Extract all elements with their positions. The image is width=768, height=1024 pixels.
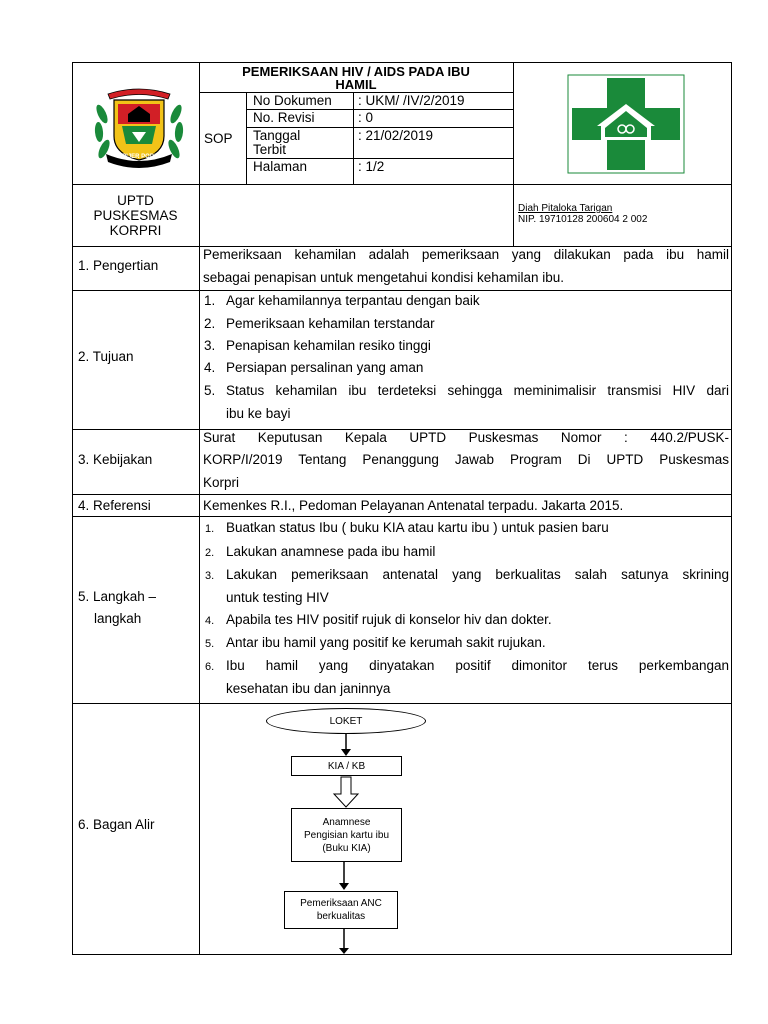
page-label: Halaman [253,159,308,174]
flow-node-label: LOKET [329,715,363,727]
signer-nip: NIP. 19710128 200604 2 002 [518,214,648,225]
flow-node-label: Pemeriksaan ANC [300,898,382,909]
list-item-number: 3. [205,570,215,582]
arrow-icon [336,928,352,955]
flow-node-anc [284,891,398,929]
unit-name: UPTD [117,193,154,208]
list-item: Lakukan pemeriksaan antenatal yang berkualitas salah satunya skrining [226,567,729,582]
referensi-text: Kemenkes R.I., Pedoman Pelayanan Antenatal terpadu. Jakarta 2015. [203,498,624,513]
list-item-number: 1. [205,523,215,535]
unit-name-line2: PUSKESMAS [93,208,178,223]
list-item-number: 5. [204,383,216,398]
list-item-continuation: kesehatan ibu dan janinnya [226,681,391,696]
document-title-line2: HAMIL [335,77,377,92]
list-item-number: 4. [204,360,216,375]
kebijakan-text-line2: KORP/I/2019 Tentang Penanggung Jawab Program Di UPTD Puskesmas [203,452,729,467]
puskesmas-logo [567,74,685,174]
list-item-number: 1. [204,293,216,308]
list-item-number: 4. [205,615,215,627]
list-item: Pemeriksaan kehamilan terstandar [226,316,435,331]
list-item: Persiapan persalinan yang aman [226,360,424,375]
section-label-bagan: 6. Bagan Alir [78,817,155,832]
list-item: Ibu hamil yang dinyatakan positif dimonitor terus perkembangan [226,658,729,673]
district-logo [92,84,186,168]
list-item: Agar kehamilannya terpantau dengan baik [226,293,480,308]
section-label-tujuan: 2. Tujuan [78,349,134,364]
list-item-number: 6. [205,661,215,673]
section-label-referensi: 4. Referensi [78,498,151,513]
list-item-number: 5. [205,638,215,650]
logo-motto: PIJER PODI [122,154,156,160]
issue-date-value: : 21/02/2019 [358,128,434,143]
pengertian-text-line2: sebagai penapisan untuk mengetahui kondisi kehamilan ibu. [203,270,564,285]
flow-node-label: (Buku KIA) [322,842,371,854]
section-label-langkah-line2: langkah [94,611,142,626]
issue-date-label: Tanggal [253,128,301,143]
arrow-icon [336,861,352,891]
flow-node-label: KIA / KB [327,760,366,772]
list-item: Antar ibu hamil yang positif ke kerumah sakit rujukan. [226,635,546,650]
revision-label: No. Revisi [253,110,315,125]
arrow-icon [338,733,354,757]
pengertian-text: Pemeriksaan kehamilan adalah pemeriksaan yang dilakukan pada ibu hamil [203,247,729,262]
flow-node-kia [291,756,402,776]
revision-value: : 0 [358,110,374,125]
list-item: Apabila tes HIV positif rujuk di konselor hiv dan dokter. [226,612,552,627]
list-item-number: 2. [205,547,215,559]
doc-number-value: : UKM/ /IV/2/2019 [358,93,465,108]
list-item: Lakukan anamnese pada ibu hamil [226,544,436,559]
issue-date-label-line2: Terbit [253,142,287,157]
list-item-continuation: untuk testing HIV [226,590,329,605]
flow-node-label: berkualitas [316,911,366,922]
flow-node-label: Pengisian kartu ibu [303,829,390,841]
flow-node-label: Anamnese [322,816,371,828]
flow-node-anamnese [291,808,402,862]
page-value: : 1/2 [358,159,385,174]
section-label-kebijakan: 3. Kebijakan [78,452,153,467]
list-item: Status kehamilan ibu terdeteksi sehingga meminimalisir transmisi HIV dari [226,383,729,398]
kebijakan-text: Surat Keputusan Kepala UPTD Puskesmas Nomor : 440.2/PUSK- [203,430,729,445]
list-item: Penapisan kehamilan resiko tinggi [226,338,431,353]
list-item-number: 2. [204,316,216,331]
sop-label: SOP [204,131,233,146]
document-title: PEMERIKSAAN HIV / AIDS PADA IBU [242,64,470,79]
signer-name: Diah Pitaloka Tarigan [518,203,613,214]
list-item: Buatkan status Ibu ( buku KIA atau kartu ibu ) untuk pasien baru [226,520,609,535]
doc-number-label: No Dokumen [253,93,332,108]
unit-name-line3: KORPRI [109,223,162,238]
section-label-langkah: 5. Langkah – [78,589,157,604]
kebijakan-text-line3: Korpri [203,475,240,490]
list-item-number: 3. [204,338,216,353]
hollow-arrow-icon [332,776,360,808]
section-label-pengertian: 1. Pengertian [78,258,159,273]
flow-node-loket [266,708,426,734]
list-item-continuation: ibu ke bayi [226,406,291,421]
